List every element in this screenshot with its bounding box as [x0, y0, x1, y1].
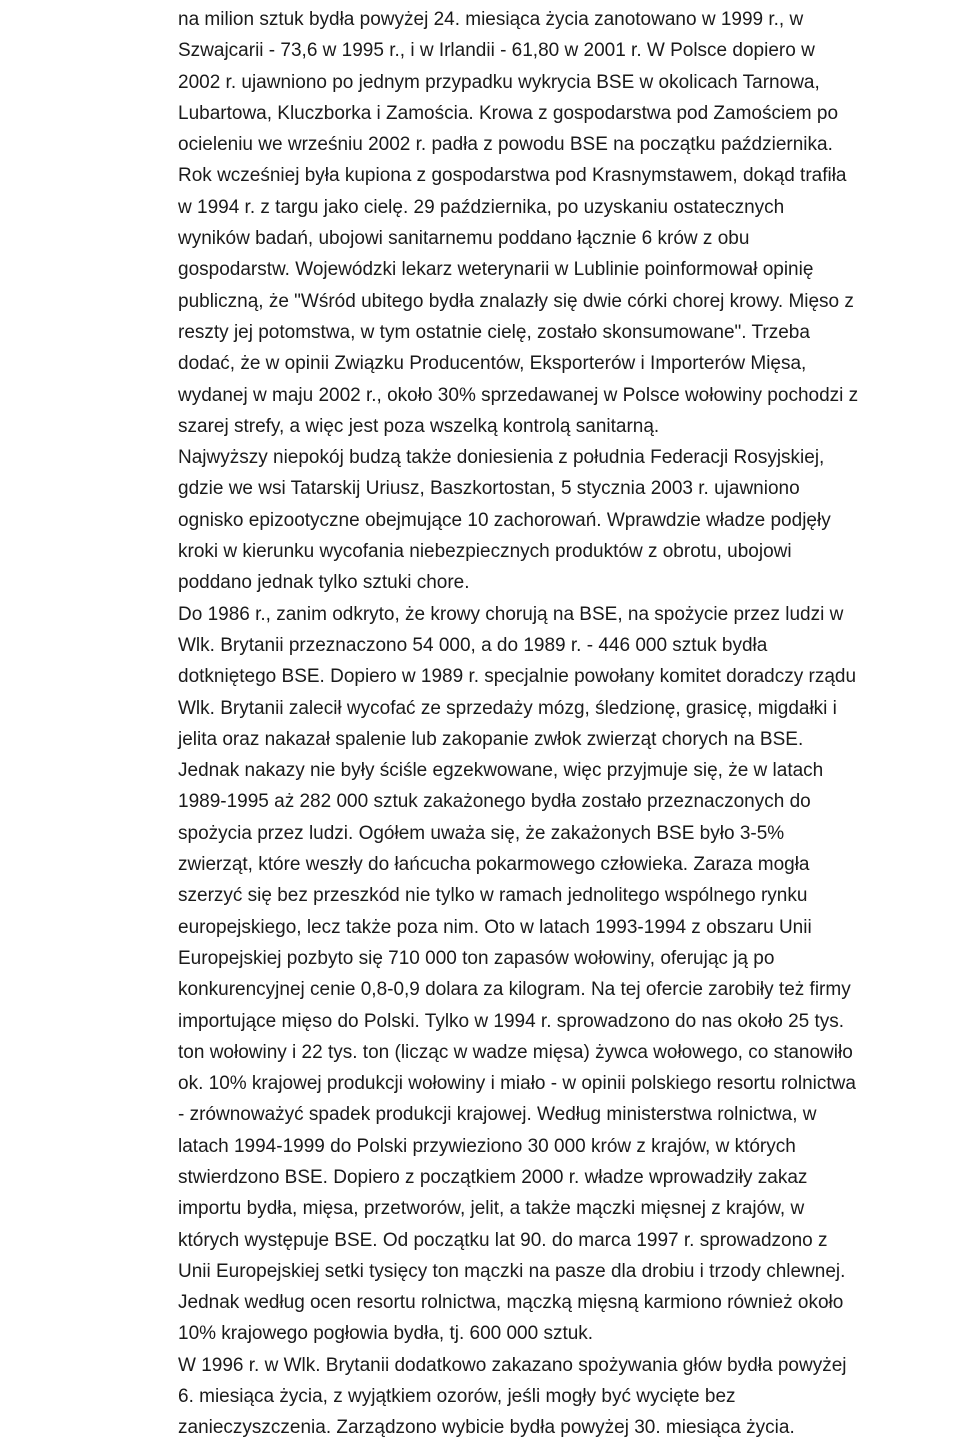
text-line: kroki w kierunku wycofania niebezpiecznych produktów z obrotu, ubojowi [178, 541, 792, 563]
text-line: konkurencyjnej cenie 0,8-0,9 dolara za kilogram. Na tej ofercie zarobiły też firmy [178, 979, 851, 1001]
text-line: Jednak według ocen resortu rolnictwa, mączką mięsną karmiono również około [178, 1292, 844, 1314]
text-line: w 1994 r. z targu jako cielę. 29 października, po uzyskaniu ostatecznych [178, 196, 785, 218]
text-line: Rok wcześniej była kupiona z gospodarstwa pod Krasnymstawem, dokąd trafiła [178, 165, 847, 187]
text-line: gospodarstw. Wojewódzki lekarz weterynarii w Lublinie poinformował opinię [178, 259, 814, 281]
text-line: latach 1994-1999 do Polski przywieziono 30 000 krów z krajów, w których [178, 1135, 796, 1157]
text-line: - zrównoważyć spadek produkcji krajowej. Według ministerstwa rolnictwa, w [178, 1104, 817, 1126]
text-line: na milion sztuk bydła powyżej 24. miesiąca życia zanotowano w 1999 r., w [178, 9, 804, 30]
text-line: Europejskiej pozbyto się 710 000 ton zapasów wołowiny, oferując ją po [178, 947, 775, 969]
text-line: szarej strefy, a więc jest poza wszelką kontrolą sanitarną. [178, 415, 660, 437]
text-line: wydanej w maju 2002 r., około 30% sprzedawanej w Polsce wołowiny pochodzi z [178, 384, 859, 406]
text-line: szerzyć się bez przeszkód nie tylko w ramach jednolitego wspólnego rynku [178, 885, 808, 907]
text-line: ton wołowiny i 22 tys. ton (licząc w wadze mięsa) żywca wołowego, co stanowiło [178, 1041, 853, 1063]
text-line: których występuje BSE. Od początku lat 90. do marca 1997 r. sprowadzono z [178, 1229, 828, 1251]
text-line: reszty jej potomstwa, w tym ostatnie cielę, zostało skonsumowane". Trzeba [178, 321, 810, 343]
text-line: Unii Europejskiej setki tysięcy ton mączki na pasze dla drobiu i trzody chlewnej. [178, 1260, 846, 1282]
text-line: ocieleniu we wrześniu 2002 r. padła z powodu BSE na początku października. [178, 134, 833, 156]
text-line: Lubartowa, Kluczborka i Zamościa. Krowa z gospodarstwa pod Zamościem po [178, 102, 839, 124]
text-line: wyników badań, ubojowi sanitarnemu poddano łącznie 6 krów z obu [178, 228, 750, 250]
text-line: W 1996 r. w Wlk. Brytanii dodatkowo zakazano spożywania głów bydła powyżej [178, 1354, 847, 1376]
text-line: ognisko epizootyczne obejmujące 10 zachorowań. Wprawdzie władze podjęły [178, 509, 831, 531]
text-line: Najwyższy niepokój budzą także doniesienia z południa Federacji Rosyjskiej, [178, 447, 825, 469]
text-line: europejskiego, lecz także poza nim. Oto w latach 1993-1994 z obszaru Unii [178, 916, 812, 938]
text-line: Do 1986 r., zanim odkryto, że krowy chorują na BSE, na spożycie przez ludzi w [178, 603, 844, 625]
text-line: publiczną, że "Wśród ubitego bydła znalazły się dwie córki chorej krowy. Mięso z [178, 290, 854, 312]
text-line: importujące mięso do Polski. Tylko w 1994 r. sprowadzono do nas około 25 tys. [178, 1010, 845, 1032]
text-line: jelita oraz nakazał spalenie lub zakopanie zwłok zwierząt chorych na BSE. [178, 728, 804, 750]
text-line: poddano jednak tylko sztuki chore. [178, 572, 470, 594]
text-line: importu bydła, mięsa, przetworów, jelit, a także mączki mięsnej z krajów, w [178, 1198, 805, 1220]
text-line: zanieczyszczenia. Zarządzono wybicie bydła powyżej 30. miesiąca życia. [178, 1417, 795, 1439]
text-line: Szwajcarii - 73,6 w 1995 r., i w Irlandii - 61,80 w 2001 r. W Polsce dopiero w [178, 40, 815, 62]
text-line: stwierdzono BSE. Dopiero z początkiem 2000 r. władze wprowadziły zakaz [178, 1166, 808, 1188]
text-line: 10% krajowego pogłowia bydła, tj. 600 000 sztuk. [178, 1323, 594, 1345]
text-line: dotkniętego BSE. Dopiero w 1989 r. specjalnie powołany komitet doradczy rządu [178, 666, 857, 688]
text-line: 1989-1995 aż 282 000 sztuk zakażonego bydła zostało przeznaczonych do [178, 791, 811, 813]
text-line: 2002 r. ujawniono po jednym przypadku wykrycia BSE w okolicach Tarnowa, [178, 71, 820, 93]
text-line: zwierząt, które weszły do łańcucha pokarmowego człowieka. Zaraza mogła [178, 854, 810, 876]
text-line: Jednak nakazy nie były ściśle egzekwowane, więc przyjmuje się, że w latach [178, 760, 824, 782]
document-body [178, 4, 960, 1444]
text-line: dodać, że w opinii Związku Producentów, Eksporterów i Importerów Mięsa, [178, 353, 807, 375]
text-line: gdzie we wsi Tatarskij Uriusz, Baszkortostan, 5 stycznia 2003 r. ujawniono [178, 478, 800, 500]
text-line: 6. miesiąca życia, z wyjątkiem ozorów, jeśli mogły być wycięte bez [178, 1386, 736, 1408]
text-line: Wlk. Brytanii przeznaczono 54 000, a do 1989 r. - 446 000 sztuk bydła [178, 634, 768, 656]
text-line: Wlk. Brytanii zalecił wycofać ze sprzedaży mózg, śledzionę, grasicę, migdałki i [178, 697, 837, 719]
text-line: ok. 10% krajowej produkcji wołowiny i miało - w opinii polskiego resortu rolnictwa [178, 1073, 856, 1095]
text-line: spożycia przez ludzi. Ogółem uważa się, że zakażonych BSE było 3-5% [178, 822, 785, 844]
